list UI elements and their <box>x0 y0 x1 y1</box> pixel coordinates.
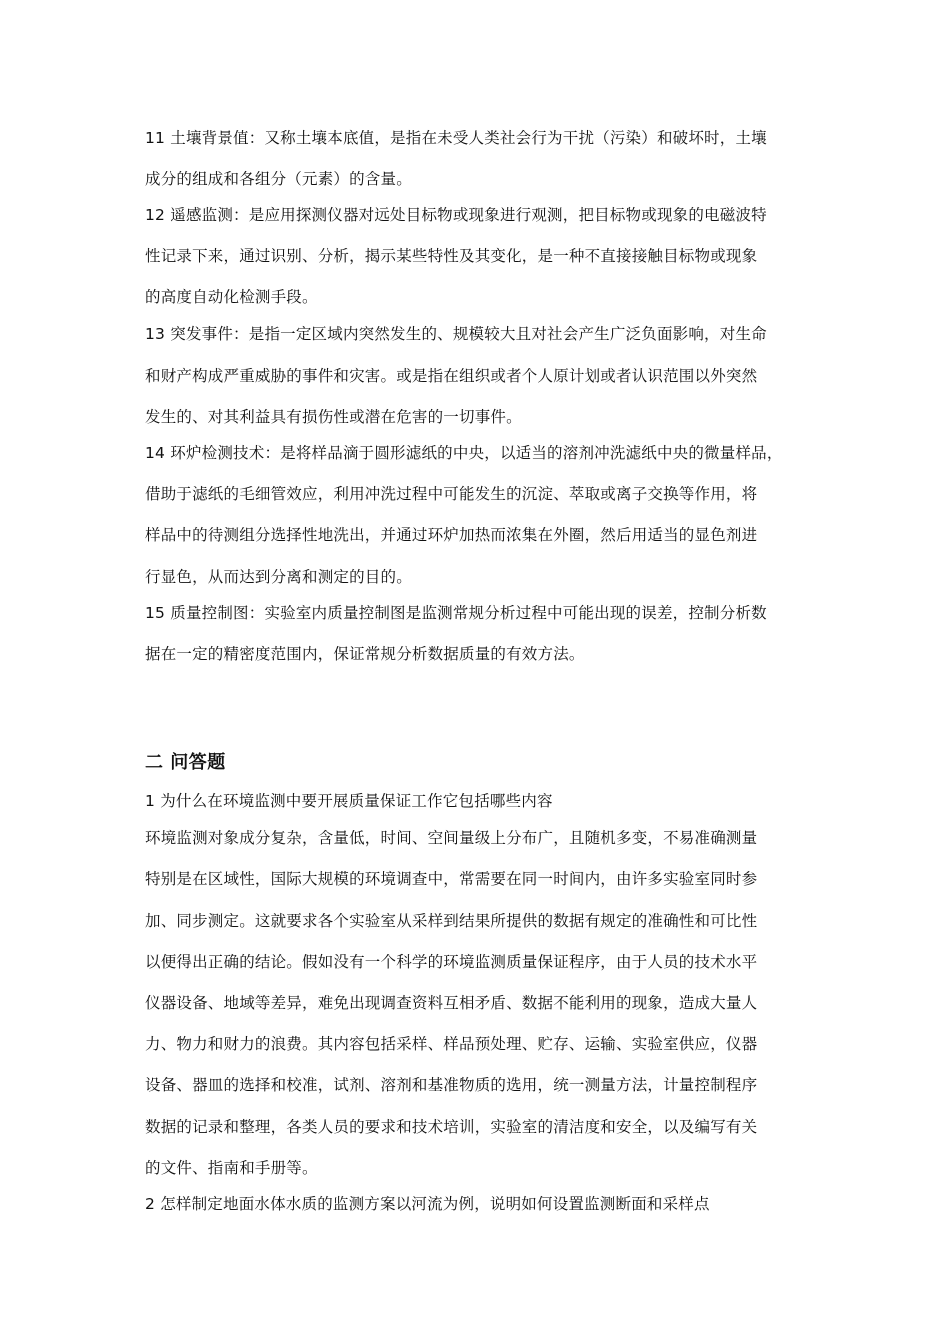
answer-1-line-1: 环境监测对象成分复杂，含量低，时间、空间量级上分布广，且随机多变，不易准确测量 <box>145 829 758 847</box>
definition-15-line-2: 据在一定的精密度范围内，保证常规分析数据质量的有效方法。 <box>145 645 585 663</box>
answer-1-line-9: 的文件、指南和手册等。 <box>145 1159 318 1177</box>
definition-14-line-1: 14 环炉检测技术：是将样品滴于圆形滤纸的中央，以适当的溶剂冲洗滤纸中央的微量样品， <box>145 444 783 462</box>
definition-15-line-1: 15 质量控制图：实验室内质量控制图是监测常规分析过程中可能出现的误差，控制分析数 <box>145 604 767 622</box>
answer-1-line-8: 数据的记录和整理，各类人员的要求和技术培训，实验室的清洁度和安全，以及编写有关 <box>145 1118 758 1136</box>
definition-14-line-4: 行显色，从而达到分离和测定的目的。 <box>145 568 412 586</box>
answer-1-line-6: 力、物力和财力的浪费。其内容包括采样、样品预处理、贮存、运输、实验室供应，仪器 <box>145 1035 758 1053</box>
question-2: 2 怎样制定地面水体水质的监测方案以河流为例，说明如何设置监测断面和采样点 <box>145 1195 710 1213</box>
definition-14-line-3: 样品中的待测组分选择性地洗出，并通过环炉加热而浓集在外圈，然后用适当的显色剂进 <box>145 526 758 544</box>
definition-13-line-1: 13 突发事件：是指一定区域内突然发生的、规模较大且对社会产生广泛负面影响，对生命 <box>145 325 767 343</box>
definition-13-line-2: 和财产构成严重威胁的事件和灾害。或是指在组织或者个人原计划或者认识范围以外突然 <box>145 367 758 385</box>
answer-1-line-5: 仪器设备、地域等差异，难免出现调查资料互相矛盾、数据不能利用的现象，造成大量人 <box>145 994 758 1012</box>
definition-13-line-3: 发生的、对其利益具有损伤性或潜在危害的一切事件。 <box>145 408 522 426</box>
question-1: 1 为什么在环境监测中要开展质量保证工作它包括哪些内容 <box>145 792 553 810</box>
definition-14-line-2: 借助于滤纸的毛细管效应，利用冲洗过程中可能发生的沉淀、萃取或离子交换等作用，将 <box>145 485 758 503</box>
section-heading: 二 问答题 <box>145 752 226 773</box>
answer-1-line-4: 以便得出正确的结论。假如没有一个科学的环境监测质量保证程序，由于人员的技术水平 <box>145 953 758 971</box>
answer-1-line-3: 加、同步测定。这就要求各个实验室从采样到结果所提供的数据有规定的准确性和可比性 <box>145 912 758 930</box>
definition-12-line-1: 12 遥感监测：是应用探测仪器对远处目标物或现象进行观测，把目标物或现象的电磁波特 <box>145 206 767 224</box>
definition-11-line-1: 11 土壤背景值：又称土壤本底值，是指在未受人类社会行为干扰（污染）和破坏时，土壤 <box>145 129 767 147</box>
answer-1-line-7: 设备、器皿的选择和校准，试剂、溶剂和基准物质的选用，统一测量方法，计量控制程序 <box>145 1076 758 1094</box>
definition-11-line-2: 成分的组成和各组分（元素）的含量。 <box>145 170 412 188</box>
answer-1-line-2: 特别是在区域性，国际大规模的环境调查中，常需要在同一时间内，由许多实验室同时参 <box>145 870 758 888</box>
definition-12-line-2: 性记录下来，通过识别、分析，揭示某些特性及其变化，是一种不直接接触目标物或现象 <box>145 247 758 265</box>
definition-12-line-3: 的高度自动化检测手段。 <box>145 288 318 306</box>
